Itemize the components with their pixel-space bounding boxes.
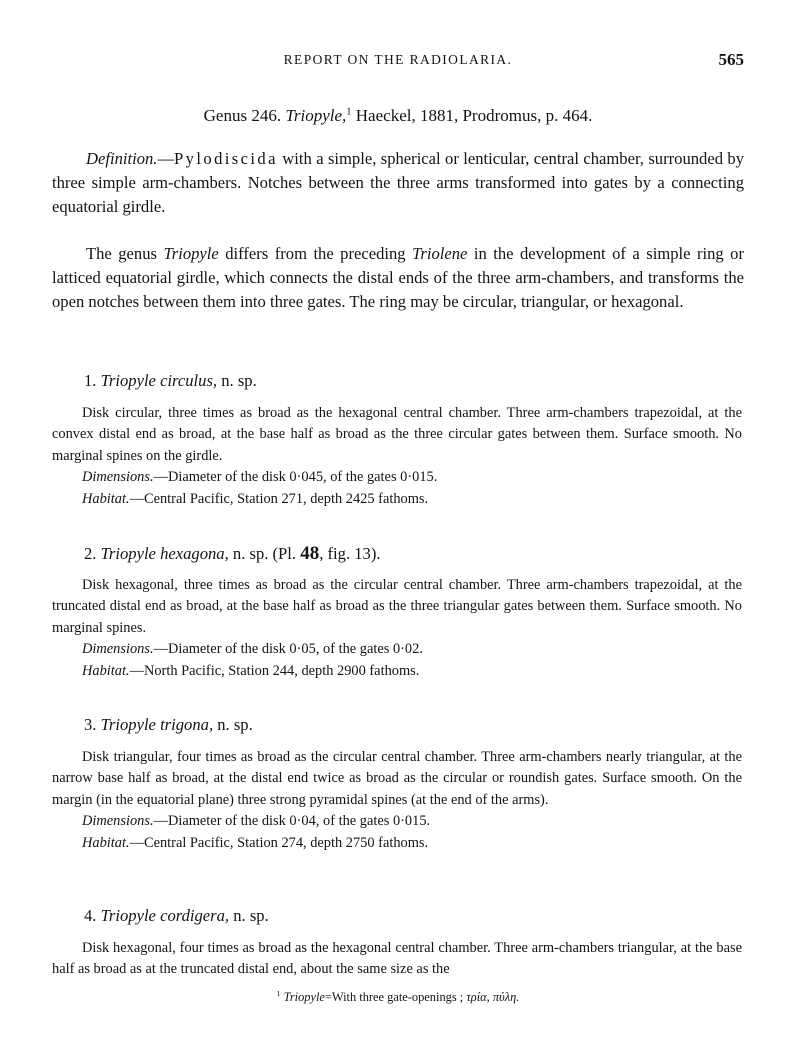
- species-number: 2.: [84, 544, 97, 563]
- intro-text-2: differs from the preceding: [225, 244, 406, 263]
- footnote-term: Triopyle: [283, 990, 325, 1004]
- habitat-label: Habitat.: [82, 834, 130, 851]
- species-description: [52, 403, 742, 510]
- dimensions-label: Dimensions.: [82, 641, 154, 658]
- species-description: [52, 938, 742, 981]
- dimensions-line: [52, 639, 742, 660]
- species-number: 1.: [84, 371, 97, 390]
- species-heading: [84, 371, 257, 391]
- footnote-mark: 1: [276, 988, 281, 998]
- habitat-line: [52, 833, 742, 854]
- species-name: Triopyle hexagona,: [100, 544, 229, 563]
- dimensions-value: —Diameter of the disk 0·04, of the gates 0·015.: [153, 813, 431, 830]
- species-name: Triopyle cordigera,: [100, 906, 230, 925]
- footnote-reference: 1: [346, 106, 352, 118]
- description-text: Disk hexagonal, three times as broad as the circular central chamber. Three arm-chambers trapezoidal, at the truncated distal end as broad, at the base half as broad as the three triangular gates between them. Surface smooth. No marginal spines.: [52, 577, 742, 636]
- plate-number: 48: [300, 543, 320, 564]
- genus-label: Genus 246.: [203, 106, 282, 125]
- definition-label: Definition.: [86, 149, 158, 168]
- definition-group: Pylodiscida: [174, 149, 278, 168]
- footnote-greek: τρία, πύλη.: [466, 990, 520, 1004]
- habitat-line: [52, 489, 742, 510]
- species-heading: [84, 543, 381, 565]
- intro-paragraph: [52, 242, 744, 315]
- intro-genus: Triopyle: [163, 244, 219, 263]
- habitat-value: —North Pacific, Station 244, depth 2900 fathoms.: [129, 662, 420, 679]
- species-name: Triopyle circulus,: [100, 371, 218, 390]
- species-heading: [84, 715, 253, 735]
- dimensions-value: —Diameter of the disk 0·05, of the gates 0·02.: [153, 641, 423, 658]
- page-number: 565: [718, 50, 744, 69]
- species-suffix: n. sp.: [233, 906, 269, 925]
- species-suffix: n. sp. (Pl.: [232, 544, 297, 563]
- intro-compare-genus: Triolene: [412, 244, 468, 263]
- species-suffix: n. sp.: [217, 715, 253, 734]
- running-title: REPORT ON THE RADIOLARIA.: [283, 52, 513, 67]
- footnote-text: =With three gate-openings ;: [324, 990, 464, 1004]
- habitat-label: Habitat.: [82, 490, 130, 507]
- genus-citation: Haeckel, 1881, Prodromus, p. 464.: [355, 106, 593, 125]
- figure-reference: , fig. 13).: [319, 544, 381, 563]
- page-header: [52, 50, 744, 72]
- dimensions-line: [52, 467, 742, 488]
- dimensions-value: —Diameter of the disk 0·045, of the gates 0·015.: [153, 469, 438, 486]
- species-number: 4.: [84, 906, 97, 925]
- definition-text: with a simple, spherical or lenticular, central chamber, surrounded by three simple arm-chambers. Notches between the three arms transformed into gates by a connecting equatorial girdle.: [52, 149, 744, 217]
- species-name: Triopyle trigona,: [100, 715, 214, 734]
- habitat-value: —Central Pacific, Station 271, depth 2425 fathoms.: [129, 490, 429, 507]
- habitat-label: Habitat.: [82, 662, 130, 679]
- species-description: [52, 575, 742, 682]
- species-suffix: n. sp.: [221, 371, 257, 390]
- description-text: Disk hexagonal, four times as broad as the hexagonal central chamber. Three arm-chambers triangular, at the base half as broad as at the truncated distal end, about the same size as the: [52, 940, 742, 978]
- footnote: [52, 990, 744, 1005]
- definition-dash: —: [157, 149, 175, 168]
- species-heading: [84, 906, 269, 926]
- description-text: Disk circular, three times as broad as the hexagonal central chamber. Three arm-chambers trapezoidal, at the convex distal end as broad, at the base half as broad as the three circular gates between them. Surface smooth. No marginal spines on the girdle.: [52, 405, 742, 464]
- dimensions-label: Dimensions.: [82, 813, 154, 830]
- definition-paragraph: [52, 147, 744, 220]
- genus-heading: [52, 106, 744, 126]
- description-text: Disk triangular, four times as broad as the circular central chamber. Three arm-chambers nearly triangular, at the narrow base half as broad, at the distal end twice as broad as the circular or roundish gates. Surface smooth. On the margin (in the equatorial plane) three strong pyramidal spines (at the end of the arms).: [52, 749, 742, 808]
- species-number: 3.: [84, 715, 97, 734]
- intro-text-1: The genus: [86, 244, 157, 263]
- intro-text-3: in the development of a simple ring or latticed equatorial girdle, which connects the distal ends of the three arm-chambers, and transforms the open notches between them into three gates. The ring may be circular, triangular, or hexagonal.: [52, 244, 744, 312]
- genus-name: Triopyle,: [285, 106, 347, 125]
- habitat-line: [52, 661, 742, 682]
- habitat-value: —Central Pacific, Station 274, depth 2750 fathoms.: [129, 834, 429, 851]
- dimensions-label: Dimensions.: [82, 469, 154, 486]
- species-description: [52, 747, 742, 854]
- dimensions-line: [52, 811, 742, 832]
